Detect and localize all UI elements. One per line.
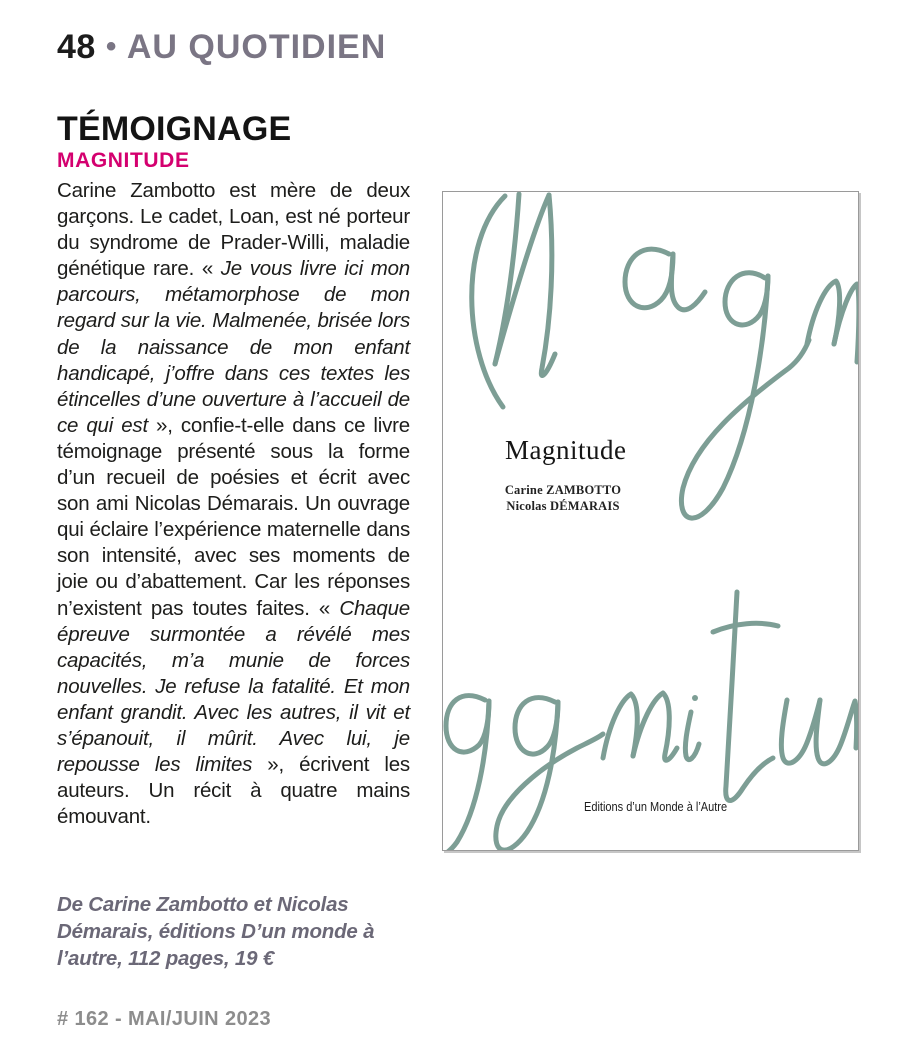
body-segment-quote-2: Chaque épreuve surmontée a révélé mes capacités, m’a munie de forces nouvelles. Je refuse la fatalité. Et mon enfant grandit. Avec les autres, il vit et s’épanouit, il mûrit. Avec lui, je repousse les limites <box>57 596 410 777</box>
section-title: AU QUOTIDIEN <box>126 28 387 66</box>
cover-publisher: Editions d’un Monde à l’Autre <box>584 800 728 814</box>
cover-author-2: Nicolas DÉMARAIS <box>506 499 620 513</box>
article-kicker: TÉMOIGNAGE <box>57 110 292 148</box>
issue-footer: # 162 - MAI/JUIN 2023 <box>57 1008 272 1030</box>
page-number: 48 <box>57 28 96 66</box>
body-segment-quote-1: Je vous livre ici mon parcours, métamorphose de mon regard sur la vie. Malmenée, brisée lors de la naissance de mon enfant handicapé, j’offre dans ces textes les étincelles d’une ouverture à l’accueil de ce qui est <box>57 257 410 437</box>
article-body <box>57 178 410 830</box>
script-word-top <box>472 194 858 518</box>
body-segment-roman-1: Carine Zambotto est mère de deux garçons. Le cadet, Loan, est né porteur du syndrome de Prader-Willi, maladie génétique rare. « <box>57 179 410 281</box>
article-rubric: MAGNITUDE <box>57 149 190 172</box>
page-header <box>57 28 386 67</box>
book-credit-line: De Carine Zambotto et Nicolas Démarais, éditions D’un monde à l’autre, 112 pages, 19 € <box>57 893 375 970</box>
book-cover <box>442 191 859 851</box>
body-segment-roman-3: », écrivent les auteurs. Un récit à quatre mains émouvant. <box>57 753 410 829</box>
body-segment-roman-2: », confie-t-elle dans ce livre témoignage présenté sous la forme d’un recueil de poésies et écrit avec son ami Nicolas Démarais. Un ouvrage qui éclaire l’expérience maternelle dans son intensité, avec ses moments de joie ou d’abattement. Car les réponses n’existent pas toutes faites. « <box>57 413 410 620</box>
bullet-separator: • <box>105 30 117 63</box>
cover-author-1: Carine ZAMBOTTO <box>504 483 622 497</box>
cover-authors <box>501 482 625 514</box>
cover-book-title: Magnitude <box>505 435 627 465</box>
cover-script-lettering <box>443 192 858 850</box>
